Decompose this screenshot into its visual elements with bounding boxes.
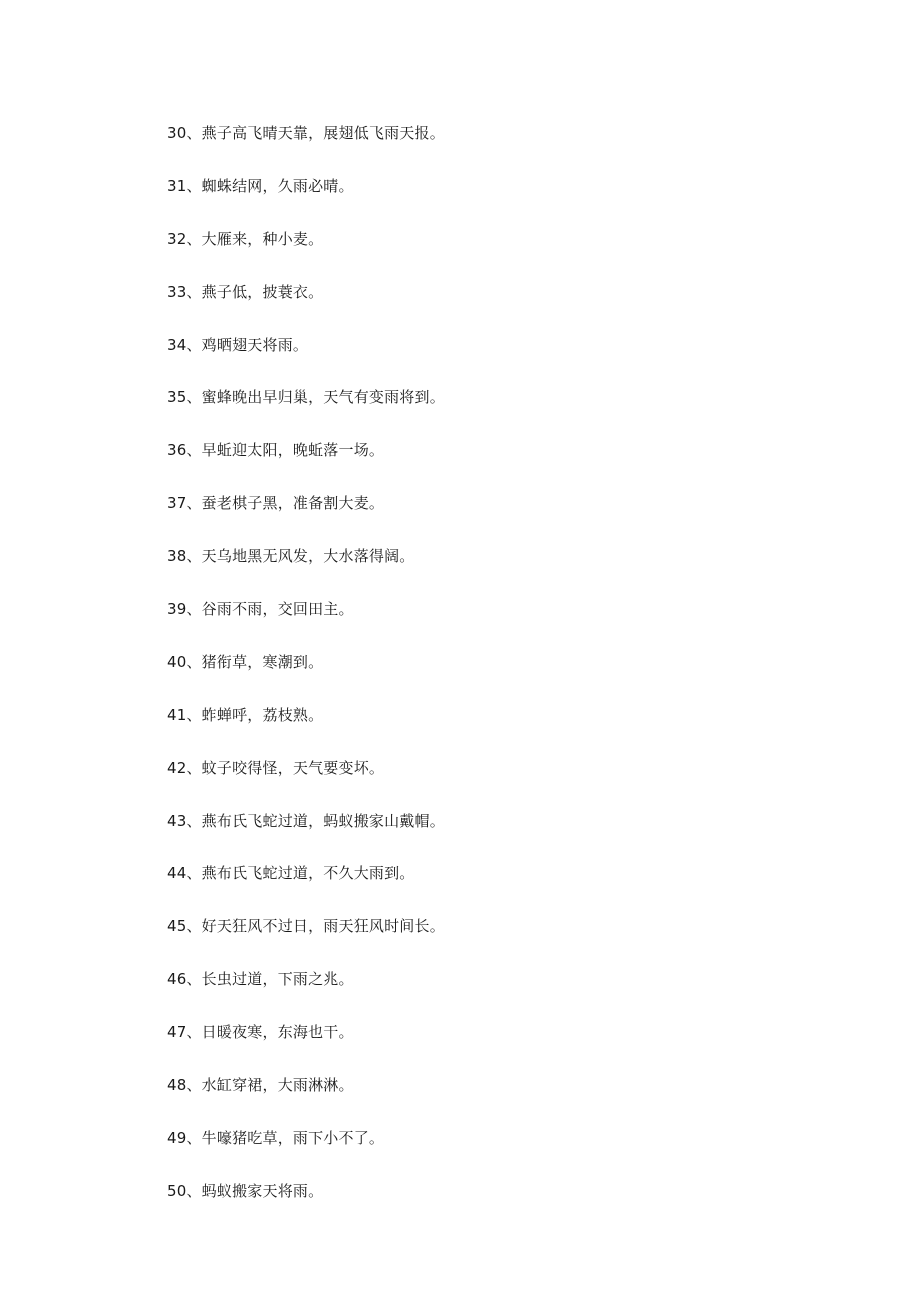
list-item: 41、蚱蝉呼，荔枝熟。 bbox=[167, 705, 324, 724]
list-item: 42、蚊子咬得怪，天气要变坏。 bbox=[167, 758, 385, 777]
list-item: 46、长虫过道，下雨之兆。 bbox=[167, 970, 354, 989]
list-item: 49、牛嚎猪吃草，雨下小不了。 bbox=[167, 1128, 385, 1147]
list-item: 43、燕布氏飞蛇过道，蚂蚁搬家山戴帽。 bbox=[167, 811, 445, 830]
list-item: 50、蚂蚁搬家天将雨。 bbox=[167, 1181, 324, 1200]
list-item: 35、蜜蜂晚出早归巢，天气有变雨将到。 bbox=[167, 388, 445, 407]
proverb-list bbox=[167, 120, 445, 1231]
list-item: 34、鸡晒翅天将雨。 bbox=[167, 335, 309, 354]
list-item: 39、谷雨不雨，交回田主。 bbox=[167, 600, 354, 619]
list-item: 31、蜘蛛结网，久雨必晴。 bbox=[167, 176, 354, 195]
list-item: 40、猪衔草，寒潮到。 bbox=[167, 652, 324, 671]
list-item: 33、燕子低，披蓑衣。 bbox=[167, 282, 324, 301]
list-item: 44、燕布氏飞蛇过道，不久大雨到。 bbox=[167, 864, 415, 883]
list-item: 45、好天狂风不过日，雨天狂风时间长。 bbox=[167, 917, 445, 936]
list-item: 30、燕子高飞晴天靠，展翅低飞雨天报。 bbox=[167, 124, 445, 142]
list-item: 32、大雁来，种小麦。 bbox=[167, 229, 324, 248]
list-item: 38、天乌地黑无风发，大水落得阔。 bbox=[167, 547, 415, 566]
list-item: 37、蚕老棋子黑，准备割大麦。 bbox=[167, 494, 385, 513]
list-item: 47、日暖夜寒，东海也干。 bbox=[167, 1023, 354, 1042]
list-item: 36、早蚯迎太阳，晚蚯落一场。 bbox=[167, 441, 385, 460]
list-item: 48、水缸穿裙，大雨淋淋。 bbox=[167, 1076, 354, 1095]
